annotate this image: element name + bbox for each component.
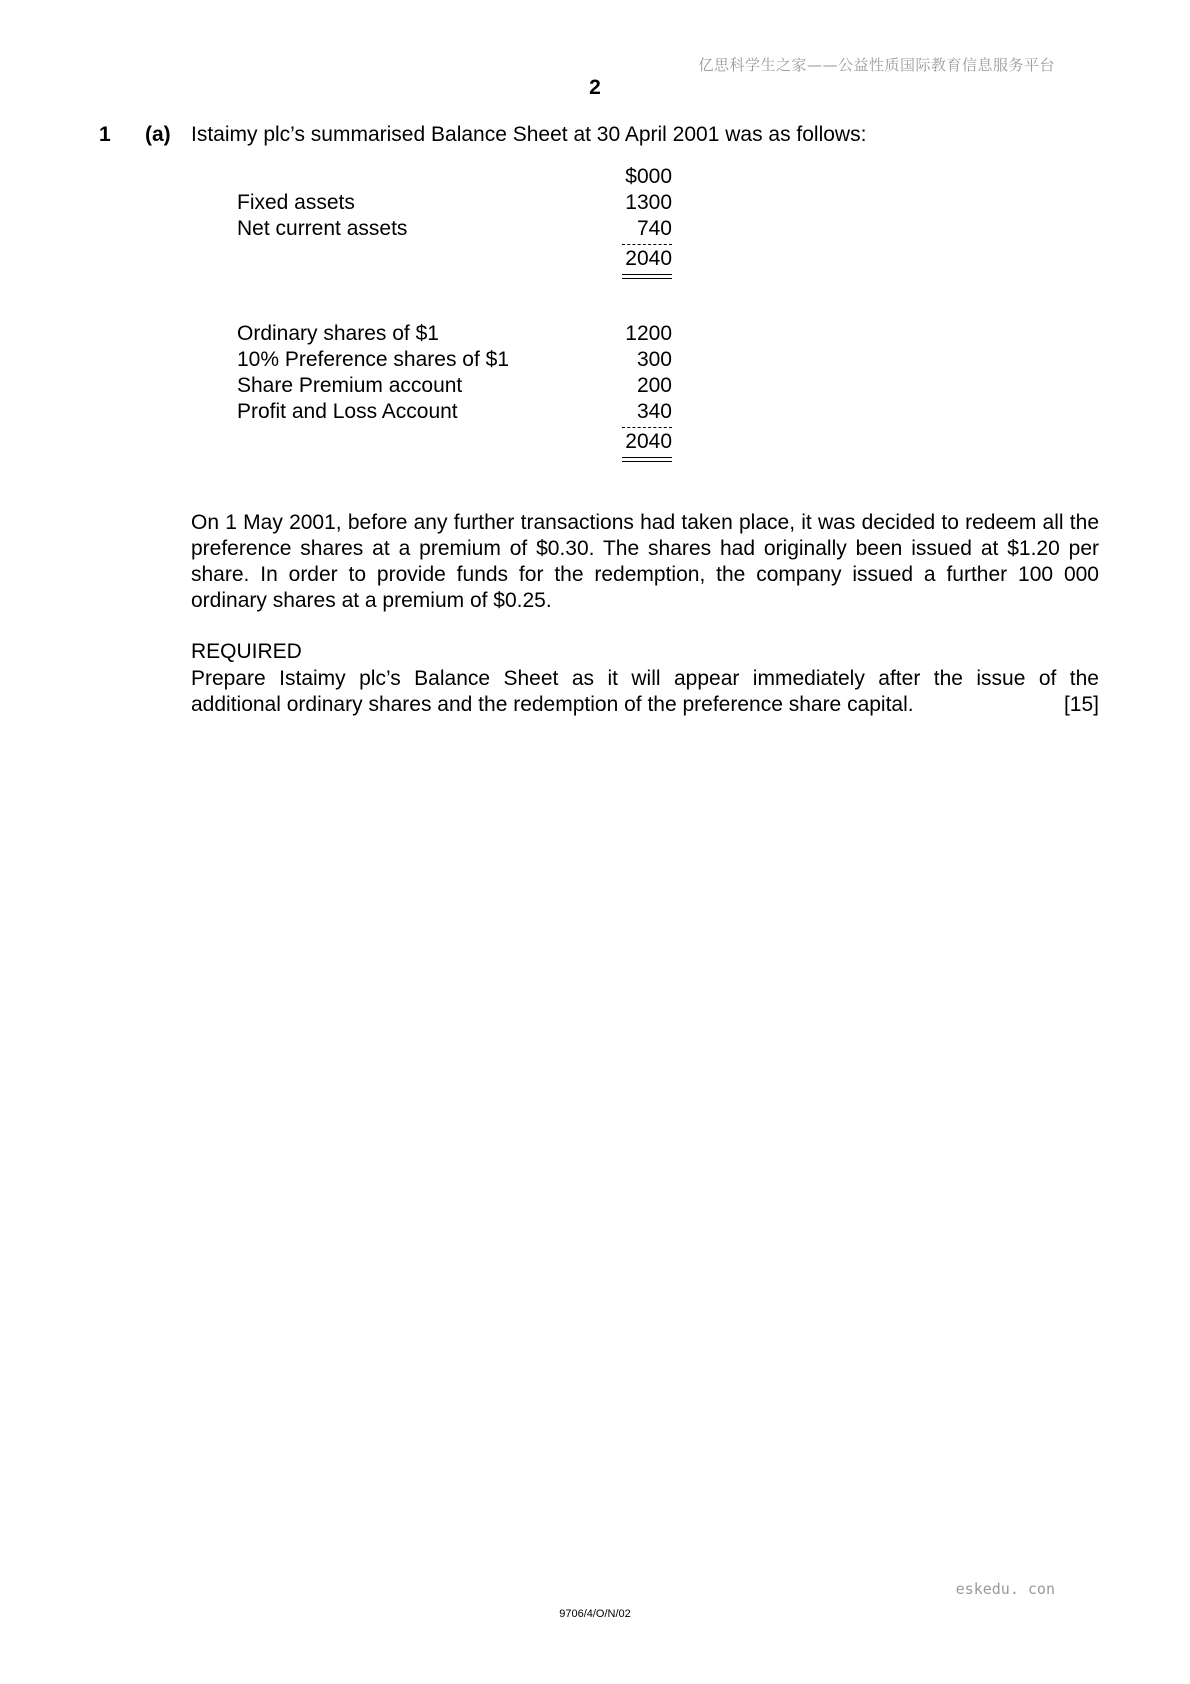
asset-label: Fixed assets: [237, 191, 355, 214]
asset-label: Net current assets: [237, 217, 408, 240]
balance-sheet-assets: [237, 164, 672, 272]
capital-label: Profit and Loss Account: [237, 400, 458, 423]
capital-total-row: [237, 429, 672, 455]
capital-label: Ordinary shares of $1: [237, 322, 439, 345]
assets-total-row: [237, 246, 672, 272]
required-instruction: [191, 666, 1099, 718]
capital-value: 1200: [625, 322, 672, 345]
capital-row: [237, 399, 672, 425]
total-double-rule: [622, 457, 672, 462]
capital-value: 340: [636, 400, 672, 423]
asset-value: 1300: [625, 191, 672, 214]
capital-value: 200: [636, 374, 672, 397]
currency-header: $000: [625, 165, 672, 188]
page-number: 2: [589, 76, 601, 99]
required-line-2-row: [191, 692, 1099, 718]
currency-header-row: [237, 164, 672, 190]
asset-row: [237, 216, 672, 242]
capital-label: 10% Preference shares of $1: [237, 348, 509, 371]
required-line-2: additional ordinary shares and the redemption of the preference share capital.: [191, 693, 914, 716]
paper-code: 9706/4/O/N/02: [559, 1608, 631, 1620]
capital-row: [237, 321, 672, 347]
required-heading: REQUIRED: [191, 640, 302, 663]
marks-allocation: [15]: [1063, 693, 1099, 716]
watermark-text: 亿思科学生之家——公益性质国际教育信息服务平台: [698, 56, 1055, 74]
capital-row: [237, 347, 672, 373]
required-line-1: Prepare Istaimy plc’s Balance Sheet as it will appear immediately after the issue of the: [191, 667, 1099, 690]
asset-row: [237, 190, 672, 216]
capital-label: Share Premium account: [237, 374, 463, 397]
total-double-rule: [622, 274, 672, 279]
subtotal-rule: [622, 427, 672, 428]
capital-total: 2040: [625, 430, 672, 453]
asset-value: 740: [636, 217, 672, 240]
balance-sheet-capital: [237, 321, 672, 455]
question-number: 1: [99, 123, 111, 146]
site-watermark: eskedu. con: [955, 1580, 1055, 1598]
assets-total: 2040: [625, 247, 672, 270]
subtotal-rule: [622, 244, 672, 245]
question-part: (a): [145, 123, 171, 146]
capital-value: 300: [636, 348, 672, 371]
question-intro: Istaimy plc’s summarised Balance Sheet at 30 April 2001 was as follows:: [191, 123, 867, 146]
capital-row: [237, 373, 672, 399]
question-body-text: On 1 May 2001, before any further transactions had taken place, it was decided to redeem all the preference shares at a premium of $0.30. The shares had originally been issued at $1.20 per share. In order to provide funds for the redemption, the company issued a further 100 000 ordinary shares at a premium of $0.25.: [191, 511, 1099, 612]
